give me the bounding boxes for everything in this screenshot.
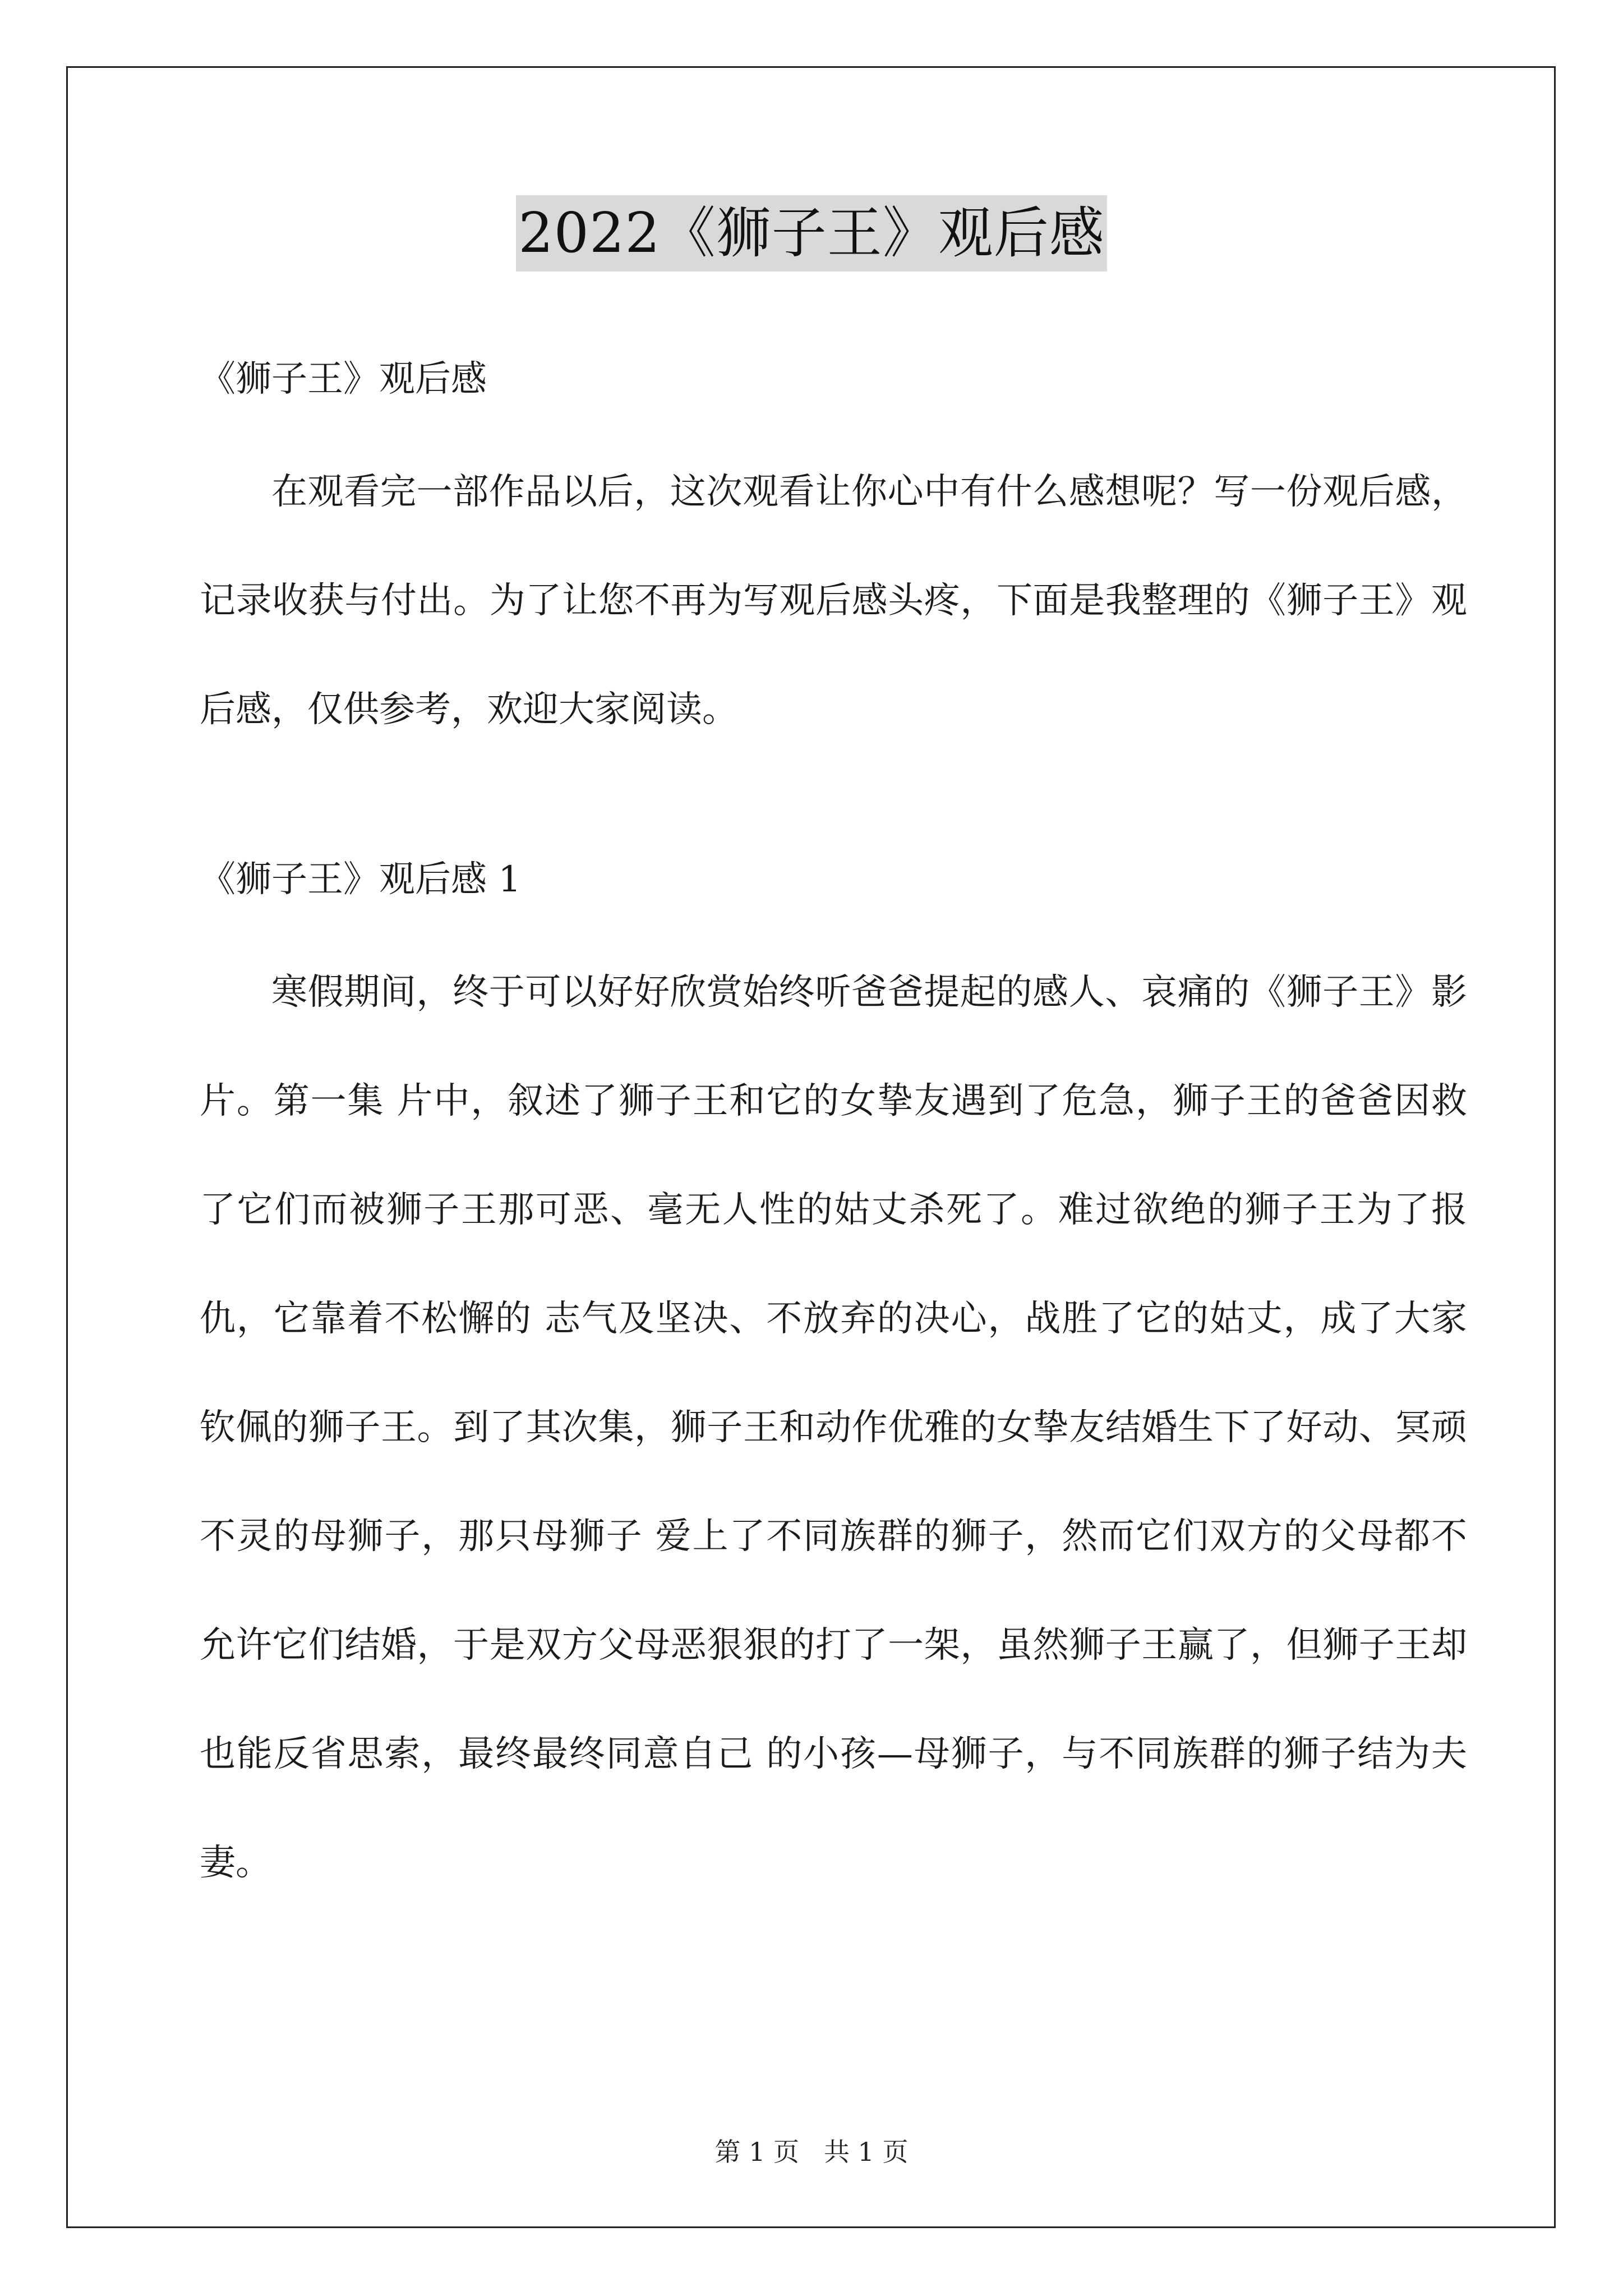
- page-footer: [0, 2135, 1623, 2169]
- page-total: 共 1 页: [823, 2137, 909, 2167]
- title-container: [0, 195, 1623, 272]
- document-title: 2022《狮子王》观后感: [516, 195, 1106, 272]
- intro-paragraph: 在观看完一部作品以后，这次观看让你心中有什么感想呢？写一份观后感，记录收获与付出。为了让您不再为写观后感头疼，下面是我整理的《狮子王》观后感，仅供参考，欢迎大家阅读。: [200, 471, 1467, 730]
- document-body: [200, 348, 1467, 1917]
- spacer: [200, 911, 1467, 938]
- section-1-paragraph: 寒假期间，终于可以好好欣赏始终听爸爸提起的感人、哀痛的《狮子王》影片。第一集 片中，叙述了狮子王和它的女挚友遇到了危急，狮子王的爸爸因救了它们而被狮子王那可恶、毫无人性的姑丈杀死了。难过欲绝的狮子王为了报仇，它靠着不松懈的 志气及坚决、不放弃的决心，战胜了它的姑丈，成了大家钦佩的狮子王。到了其次集，狮子王和动作优雅的女挚友结婚生下了好动、冥顽不灵的母狮子，那只母狮子 爱上了不同族群的狮子，然而它们双方的父母都不允许它们结婚，于是双方父母恶狠狠的打了一架，虽然狮子王赢了，但狮子王却也能反省思索，最终最终同意自己 的小孩—母狮子，与不同族群的狮子结为夫妻。: [200, 972, 1467, 1884]
- spacer: [200, 411, 1467, 438]
- page-number: 第 1 页: [714, 2137, 800, 2167]
- footer-separator: [799, 2137, 824, 2167]
- section-heading-1: 《狮子王》观后感 1: [200, 859, 522, 900]
- section-heading-intro: 《狮子王》观后感: [200, 358, 487, 400]
- spacer: [200, 764, 1467, 848]
